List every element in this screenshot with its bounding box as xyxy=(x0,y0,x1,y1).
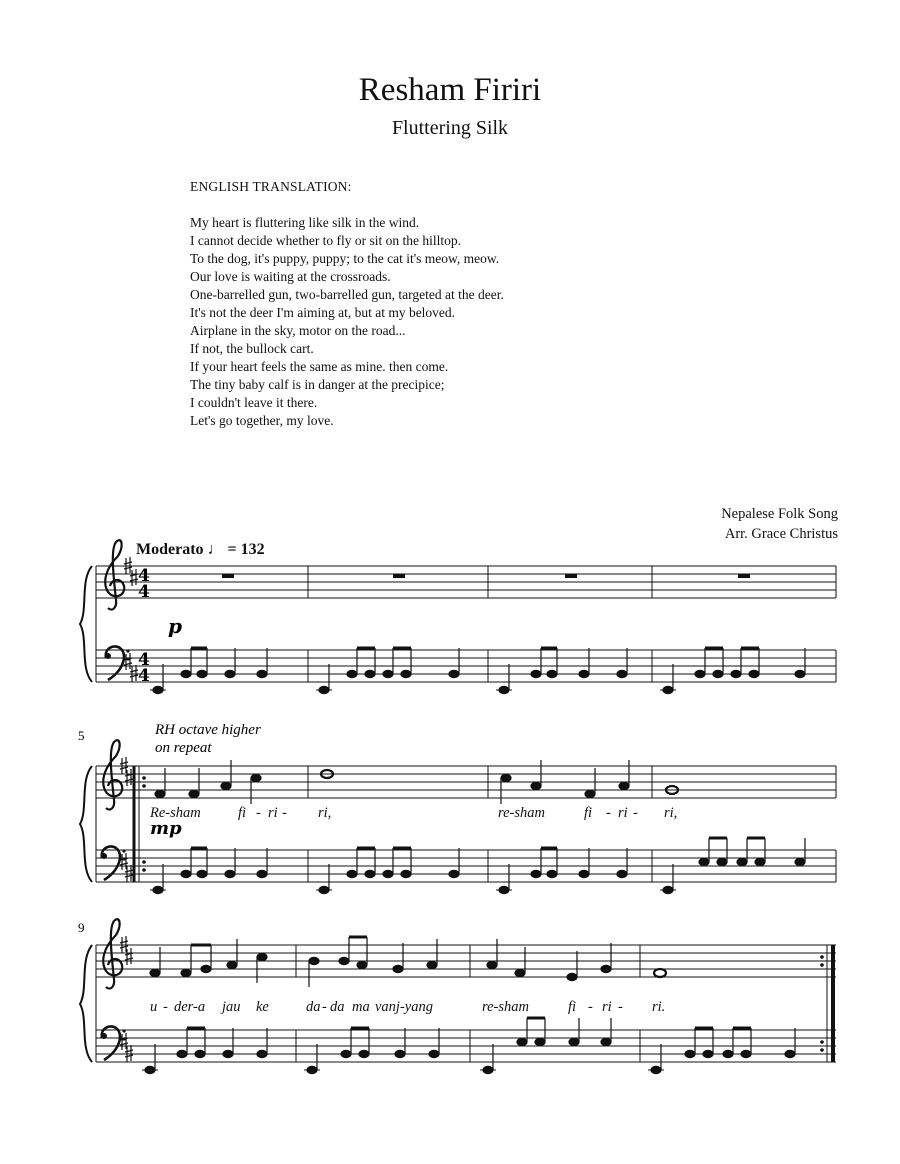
lyric-syllable: vanj-yang xyxy=(375,999,433,1015)
lyric-syllable: re-sham xyxy=(498,805,545,821)
lyric-syllable: ma xyxy=(352,999,370,1015)
treble-clef-icon xyxy=(103,740,122,809)
translation-line: I cannot decide whether to fly or sit on the hilltop. xyxy=(190,233,462,248)
lyric-syllable: fi xyxy=(584,805,593,821)
bass-measure-7 xyxy=(496,848,627,894)
lyric-syllable: ri, xyxy=(664,805,678,821)
treble-clef-icon xyxy=(103,919,122,988)
lyric-syllable: - xyxy=(282,805,287,821)
translation-line: My heart is fluttering like silk in the wind. xyxy=(190,215,420,230)
arranger: Arr. Grace Christus xyxy=(724,526,838,542)
whole-rest xyxy=(565,574,577,578)
repeat-start xyxy=(134,766,146,882)
translation-line: Let's go together, my love. xyxy=(190,413,334,428)
translation-line: Airplane in the sky, motor on the road... xyxy=(190,323,406,338)
bass-measure-12 xyxy=(648,1028,795,1074)
tempo-bpm: = 132 xyxy=(227,541,265,558)
brace xyxy=(80,566,92,682)
translation-line: To the dog, it's puppy, puppy; to the cat it's meow, meow. xyxy=(190,251,500,266)
translation-line: I couldn't leave it there. xyxy=(190,395,318,410)
brace xyxy=(80,945,92,1062)
system-3 xyxy=(78,919,836,1073)
composer-origin: Nepalese Folk Song xyxy=(721,506,838,522)
treble-measure-12 xyxy=(654,969,666,977)
whole-rest xyxy=(393,574,405,578)
lyric-syllable: - xyxy=(633,805,638,821)
translation-line: One-barrelled gun, two-barrelled gun, targeted at the deer. xyxy=(190,287,504,302)
measure-number: 5 xyxy=(78,728,85,743)
lyric-syllable: ri xyxy=(618,805,628,821)
lyric-syllable: fi xyxy=(568,999,577,1015)
bass-measure-5 xyxy=(150,848,267,894)
lyric-syllable: - xyxy=(588,999,593,1015)
expression-text: on repeat xyxy=(155,740,212,756)
lyric-syllable: da xyxy=(330,999,345,1015)
whole-rest xyxy=(222,574,234,578)
lyric-syllable: ri xyxy=(268,805,278,821)
measure-number: 9 xyxy=(78,920,85,935)
lyric-syllable: - xyxy=(322,999,327,1015)
bass-measure-3 xyxy=(496,648,627,694)
lyric-syllable: ri, xyxy=(318,805,332,821)
translation-line: It's not the deer I'm aiming at, but at my beloved. xyxy=(190,305,456,320)
system-1 xyxy=(80,540,836,693)
expression-text: RH octave higher xyxy=(155,722,261,738)
lyric-syllable: u xyxy=(150,999,158,1015)
lyric-syllable: jau xyxy=(222,999,241,1015)
bass-measure-9 xyxy=(142,1028,267,1074)
translation-heading: ENGLISH TRANSLATION: xyxy=(190,179,352,194)
sharp-icon xyxy=(130,569,138,586)
lyric-syllable: - xyxy=(256,805,261,821)
lyric-syllable: - xyxy=(163,999,168,1015)
time-sig-bottom: 4 xyxy=(138,666,150,686)
treble-clef-icon xyxy=(105,540,124,609)
translation-line: Our love is waiting at the crossroads. xyxy=(190,269,391,284)
bass-measure-10 xyxy=(304,1028,439,1074)
translation-line: The tiny baby calf is in danger at the precipice; xyxy=(190,377,445,392)
bass-measure-2 xyxy=(316,648,459,694)
time-sig-bottom: 4 xyxy=(138,582,150,602)
bass-measure-6 xyxy=(316,848,459,894)
lyric-syllable: - xyxy=(606,805,611,821)
repeat-end xyxy=(820,945,833,1062)
lyric-syllable: der-a xyxy=(174,999,206,1015)
translation-line: If not, the bullock cart. xyxy=(190,341,314,356)
lyric-syllable: ri. xyxy=(652,999,666,1015)
lyric-syllable: da xyxy=(306,999,321,1015)
lyric-syllable: re-sham xyxy=(482,999,529,1015)
brace xyxy=(80,766,92,882)
bass-measure-4 xyxy=(660,648,805,694)
dynamic-p: p xyxy=(168,614,182,638)
translation-line: If your heart feels the same as mine. then come. xyxy=(190,359,449,374)
tempo-word: Moderato xyxy=(136,541,204,558)
dynamic-mp: mp xyxy=(150,818,182,839)
lyric-syllable: ke xyxy=(256,999,269,1015)
system-2 xyxy=(78,722,836,894)
lyric-syllable: Re-sham xyxy=(150,805,201,821)
quarter-note-icon: ♩ xyxy=(207,541,224,558)
page-subtitle: Fluttering Silk xyxy=(391,117,509,139)
bass-measure-1 xyxy=(150,648,267,694)
time-sig-top: 4 xyxy=(138,650,150,670)
page-title: Resham Firiri xyxy=(358,72,542,108)
lyric-syllable: fi xyxy=(238,805,247,821)
time-sig-top: 4 xyxy=(138,566,150,586)
lyric-syllable: ri xyxy=(602,999,612,1015)
lyric-syllable: - xyxy=(618,999,623,1015)
whole-rest xyxy=(738,574,750,578)
